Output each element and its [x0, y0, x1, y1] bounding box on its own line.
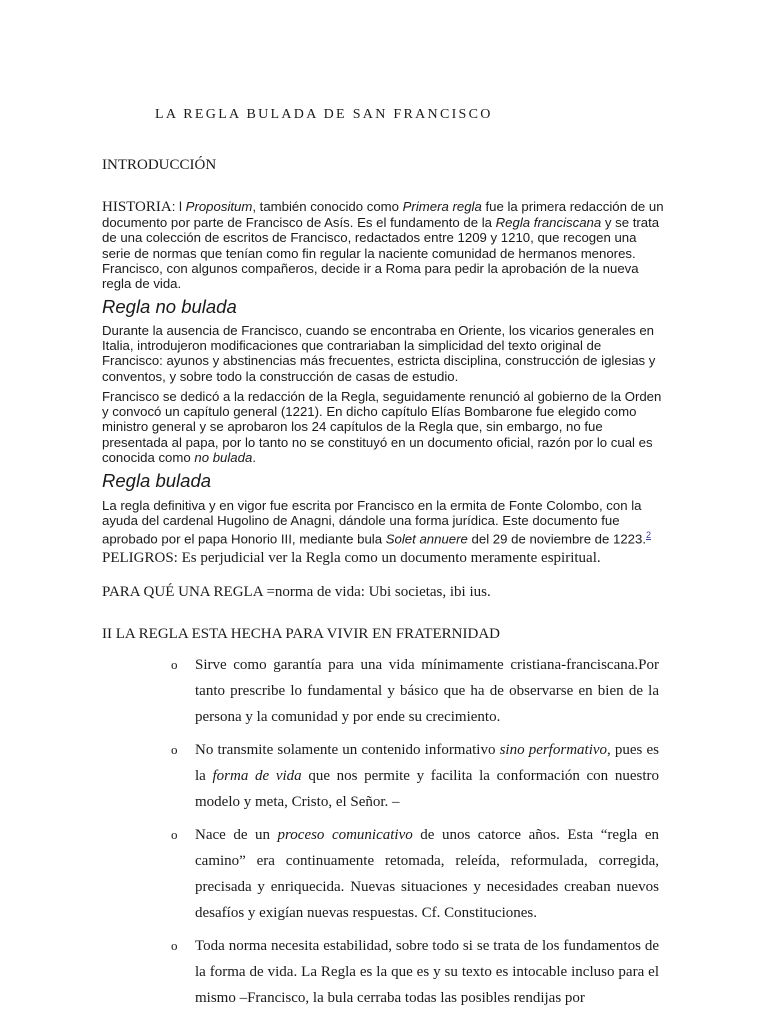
bulada-paragraph	[102, 498, 664, 547]
list-item	[0, 933, 768, 1011]
section-ii-heading: II LA REGLA ESTA HECHA PARA VIVIR EN FRATERNIDAD	[102, 626, 500, 642]
bullet-marker: o	[171, 827, 178, 842]
bullet-marker: o	[171, 657, 178, 672]
bullet-2-text-b: , pues es la	[195, 742, 659, 784]
bullet-marker: o	[171, 938, 178, 953]
no-bulada-text-a: Francisco se dedicó a la redacción de la Regla, seguidamente renunció al gobierno de la Orden y convocó un capítulo general (1221). En dicho capítulo Elías Bombarone fue elegido como ministro general y se aprobaron los 24 capítulos de la Regla que, sin embargo, no fue presentada al papa, por lo tanto no se constituyó en un documento oficial, razón por lo cual es conocida como	[102, 389, 662, 465]
para-que-paragraph: PARA QUÉ UNA REGLA =norma de vida: Ubi societas, ibi ius.	[102, 584, 491, 600]
historia-text-2: , también conocido como	[252, 199, 403, 214]
historia-italic-2: Primera regla	[402, 199, 482, 214]
bullet-3-italic: proceso comunicativo	[277, 827, 413, 843]
historia-italic-1: Propositum	[185, 199, 253, 214]
bullet-3-text-a: Nace de un	[195, 827, 278, 843]
bullet-text: Toda norma necesita estabilidad, sobre todo si se trata de los fundamentos de la forma de vida. La Regla es la que es y su texto es intocable incluso para el mismo –Francisco, la bula cerraba todas las posibles rendijas por	[195, 938, 659, 1006]
historia-text-3: fue la primera redacción de un documento por parte de Francisco de Asís. Es el fundamento de la	[102, 199, 664, 231]
footnote-reference-link[interactable]: 2	[646, 530, 652, 541]
no-bulada-text-b: .	[252, 449, 256, 465]
no-bulada-paragraph-2	[102, 389, 664, 465]
bullet-text	[195, 737, 659, 815]
bulada-italic: Solet annuere	[385, 531, 468, 547]
historia-text-4: y se trata de una colección de escritos de Francisco, redactados entre 1209 y 1210, que recogen una serie de normas que tenían como fin regular la naciente comunidad de hermanos menores. Francisco, con algunos compañeros, decide ir a Roma para pedir la aprobación de la nueva regla de vida.	[102, 215, 660, 292]
bullet-2-italic-2: forma de vida	[212, 768, 302, 784]
historia-label: HISTORIA	[102, 199, 172, 215]
intro-heading: INTRODUCCIÓN	[102, 157, 217, 173]
historia-text-1: : l	[171, 199, 186, 214]
no-bulada-italic: no bulada	[194, 449, 253, 465]
bullet-2-italic-1: sino performativo	[499, 742, 608, 758]
bullet-3-text-b: de unos catorce años. Esta “regla en camino” era continuamente retomada, releída, reformulada, corregida, precisada y enriquecida. Nuevas situaciones y necesidades creaban nuevos desafíos y exigían nuevas respuestas. Cf. Constituciones.	[195, 827, 659, 921]
peligros-paragraph: PELIGROS: Es perjudicial ver la Regla como un documento meramente espiritual.	[102, 550, 601, 566]
bulada-text-a: La regla definitiva y en vigor fue escrita por Francisco en la ermita de Fonte Colombo, con la ayuda del cardenal Hugolino de Anagni, dándole una forma jurídica. Este documento fue aprobado por el papa Honorio III, mediante bula	[102, 498, 642, 547]
historia-italic-3: Regla franciscana	[495, 215, 602, 231]
bullet-text: Sirve como garantía para una vida mínimamente cristiana-franciscana.Por tanto prescribe lo fundamental y básico que ha de observarse en bien de la persona y la comunidad y por ende su crecimiento.	[195, 657, 659, 725]
bullet-text	[195, 822, 659, 926]
no-bulada-paragraph-1: Durante la ausencia de Francisco, cuando se encontraba en Oriente, los vicarios generales en Italia, introdujeron modificaciones que contrariaban la simplicidad del texto original de Francisco: ayunos y abstinencias más frecuentes, estricta disciplina, construcción de iglesias y conventos, y sobre todo la construcción de casas de estudio.	[102, 323, 656, 384]
bullet-list	[0, 652, 768, 1018]
bulada-text-b: del 29 de noviembre de 1223.	[467, 531, 647, 547]
bullet-2-text-a: No transmite solamente un contenido informativo	[195, 742, 500, 758]
historia-paragraph	[102, 199, 664, 291]
list-item	[0, 822, 768, 926]
bullet-marker: o	[171, 742, 178, 757]
list-item	[0, 737, 768, 815]
heading-regla-bulada: Regla bulada	[102, 470, 212, 491]
heading-regla-no-bulada: Regla no bulada	[102, 296, 237, 317]
bullet-2-text-c: que nos permite y facilita la conformación con nuestro modelo y meta, Cristo, el Señor. –	[195, 768, 660, 810]
document-title: LA REGLA BULADA DE SAN FRANCISCO	[155, 107, 493, 122]
list-item	[0, 652, 768, 730]
